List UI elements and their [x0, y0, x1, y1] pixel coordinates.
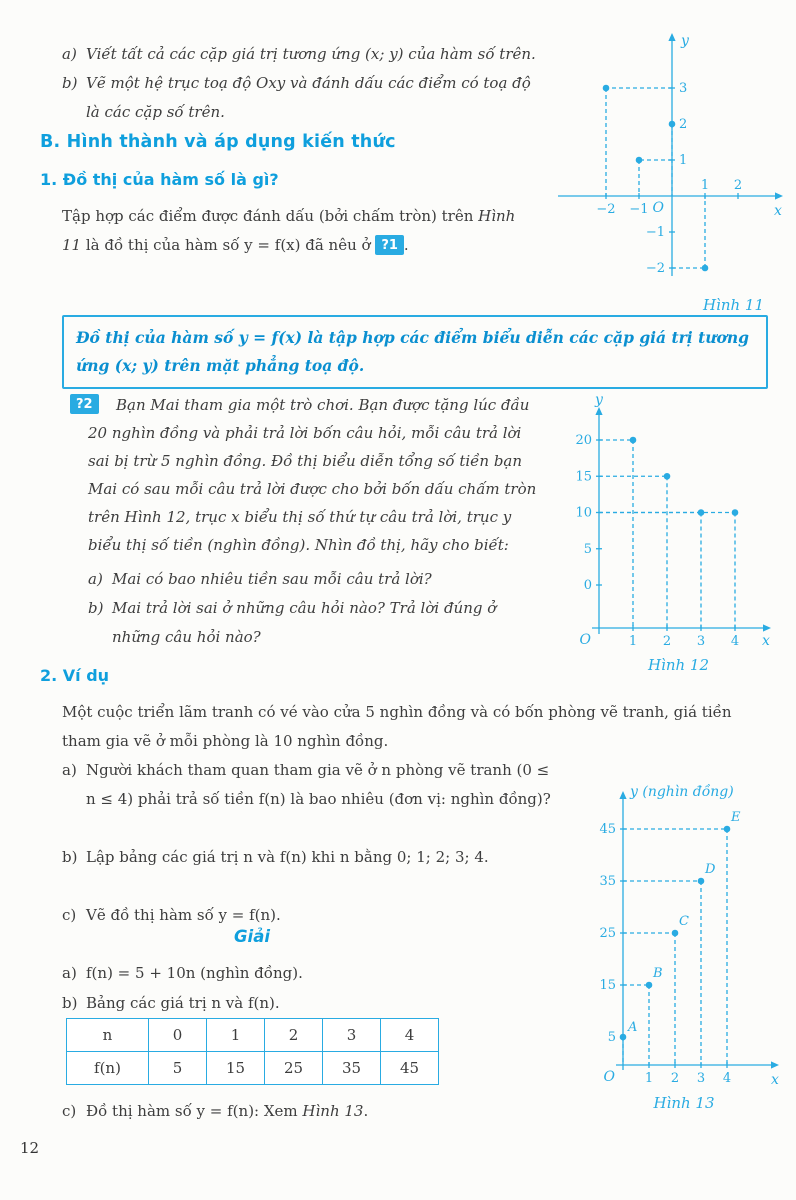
data-point: [702, 265, 709, 272]
tick-label: 3: [696, 1071, 706, 1086]
fig12-plot: [556, 392, 781, 654]
item-marker-b: b): [88, 599, 104, 617]
tick-label: 1: [679, 153, 688, 168]
point-label: B: [653, 966, 663, 981]
q2-item-a: [88, 565, 540, 594]
data-point: [636, 157, 643, 164]
data-point: [630, 437, 637, 444]
tick-label: −2: [645, 261, 665, 276]
solution-item-a: [62, 959, 562, 988]
tick-label: 3: [696, 634, 706, 649]
item-text-a: Người khách tham quan tham gia vẽ ở n phòng vẽ tranh (0 ≤ n ≤ 4) phải trả số tiền f(n) là bao nhiêu (đơn vị: nghìn đồng)?: [86, 761, 551, 808]
tick-label: 2: [733, 178, 743, 193]
origin-label: O: [579, 632, 591, 648]
example-item-b: [62, 843, 562, 872]
example-item-c: [62, 901, 562, 930]
table-cell: 0: [149, 1019, 207, 1052]
y-axis-arrow: [595, 407, 602, 415]
item-marker-b: b): [62, 74, 78, 92]
data-point: [672, 930, 679, 937]
fig11-reference: Hình 11: [62, 207, 516, 254]
solution-c-text: Đồ thị hàm số y = f(n): Xem: [86, 1102, 303, 1120]
point-label: D: [705, 862, 716, 877]
tick-label: −1: [629, 202, 649, 217]
definition-text: Đồ thị của hàm số y = f(x) là tập hợp các điểm biểu diễn các cặp giá trị tương ứng (x; y) trên mặt phẳng toạ độ.: [76, 328, 749, 375]
table-cell: 15: [207, 1052, 265, 1085]
tick-label: 35: [599, 874, 616, 889]
tick-label: 4: [730, 634, 740, 649]
fig13-canvas: [578, 772, 790, 1088]
y-axis-label: y: [595, 392, 603, 408]
solution-item-c: [62, 1097, 582, 1126]
item-text-c: [86, 1097, 582, 1126]
table-cell: 3: [323, 1019, 381, 1052]
tick-label: 10: [575, 505, 592, 521]
x-axis-arrow: [775, 192, 783, 199]
fig13-reference: Hình 13: [302, 1102, 364, 1120]
item-text-b: Lập bảng các giá trị n và f(n) khi n bằng 0; 1; 2; 3; 4.: [86, 848, 489, 866]
tick-label: 5: [583, 541, 592, 557]
x-axis-label: x: [774, 203, 782, 219]
data-point: [664, 473, 671, 480]
table-cell: 1: [207, 1019, 265, 1052]
data-point: [698, 878, 705, 885]
exercise-item-b: [62, 69, 548, 127]
x-axis-label: x: [771, 1072, 779, 1088]
q2-item-b: [88, 594, 540, 652]
example-intro: Một cuộc triển lãm tranh có vé vào cửa 5 nghìn đồng và có bốn phòng vẽ tranh, giá tiền tham gia vẽ ở mỗi phòng là 10 nghìn đồng.: [62, 703, 732, 750]
data-point: [669, 121, 676, 128]
solution-c-text: .: [363, 1102, 369, 1120]
example-item-a: [62, 756, 562, 814]
q2-badge: ?2: [70, 394, 99, 414]
data-point: [724, 826, 731, 833]
item-text-a: f(n) = 5 + 10n (nghìn đồng).: [86, 964, 303, 982]
item-marker-c: c): [62, 1102, 77, 1120]
fig12-canvas: [556, 392, 781, 650]
item-text-a: Viết tất cả các cặp giá trị tương ứng (x; y) của hàm số trên.: [86, 45, 536, 63]
page-number: 12: [20, 1139, 40, 1157]
point-label: A: [628, 1020, 638, 1035]
fig13-caption: Hình 13: [653, 1094, 715, 1112]
item-text-b: Bảng các giá trị n và f(n).: [86, 994, 280, 1012]
x-axis-arrow: [763, 624, 771, 631]
table-row: [67, 1052, 439, 1085]
fig11-plot: [548, 28, 790, 294]
item-marker-c: c): [62, 906, 77, 924]
data-point: [620, 1034, 627, 1041]
point-label: E: [731, 810, 741, 825]
item-marker-a: a): [88, 570, 103, 588]
tick-label: 15: [599, 978, 616, 993]
tick-label: 1: [628, 634, 638, 649]
figure-hinh-13: [578, 772, 790, 1112]
item-text-c: Vẽ đồ thị hàm số y = f(n).: [86, 906, 281, 924]
values-table: [66, 1018, 439, 1085]
tick-label: 2: [662, 634, 672, 649]
table-cell: f(n): [67, 1052, 149, 1085]
item-text-a: Mai có bao nhiêu tiền sau mỗi câu trả lời?: [112, 570, 432, 588]
origin-label: O: [603, 1069, 615, 1085]
fig13-plot: [578, 772, 790, 1092]
item-marker-b: b): [62, 994, 78, 1012]
tick-label: −1: [645, 225, 665, 240]
table-cell: n: [67, 1019, 149, 1052]
item-text-b: Vẽ một hệ trục toạ độ Oxy và đánh dấu các điểm có toạ độ là các cặp số trên.: [86, 74, 531, 121]
tick-label: 25: [599, 926, 616, 941]
table-cell: 45: [381, 1052, 439, 1085]
tick-label: 2: [679, 117, 688, 132]
table-cell: 25: [265, 1052, 323, 1085]
point-label: C: [679, 914, 689, 929]
paragraph-text: Tập hợp các điểm được đánh dấu (bởi chấm tròn) trên: [62, 207, 479, 225]
table-cell: 4: [381, 1019, 439, 1052]
tick-label: 2: [670, 1071, 680, 1086]
table-row: [67, 1019, 439, 1052]
graph-intro-paragraph: [62, 202, 534, 260]
tick-label: 15: [575, 469, 592, 485]
tick-label: 20: [575, 433, 592, 448]
item-text-b: Mai trả lời sai ở những câu hỏi nào? Trả lời đúng ở những câu hỏi nào?: [112, 599, 497, 646]
x-axis-arrow: [771, 1061, 779, 1068]
tick-label: −2: [596, 202, 616, 217]
item-marker-b: b): [62, 848, 78, 866]
table-cell: 35: [323, 1052, 381, 1085]
exercise-item-a: [62, 40, 548, 69]
section2-heading: 2. Ví dụ: [40, 666, 110, 685]
y-axis-label: y: [681, 33, 689, 49]
y-axis-label: y (nghìn đồng): [630, 784, 734, 800]
fig12-caption: Hình 12: [647, 656, 710, 674]
section1-heading: 1. Đồ thị của hàm số là gì?: [40, 170, 279, 189]
data-point: [732, 509, 739, 516]
item-marker-a: a): [62, 761, 77, 779]
fig11-canvas: [548, 28, 790, 290]
tick-label: 4: [722, 1071, 732, 1086]
solution-heading: Giải: [234, 927, 270, 946]
paragraph-text: .: [403, 236, 409, 254]
y-axis-arrow: [619, 791, 626, 799]
table-cell: 2: [265, 1019, 323, 1052]
fig11-caption: Hình 11: [702, 296, 764, 314]
section-b-heading: B. Hình thành và áp dụng kiến thức: [40, 132, 396, 152]
tick-label: 45: [599, 822, 616, 837]
item-marker-a: a): [62, 45, 77, 63]
origin-label: O: [652, 200, 664, 216]
q1-badge: ?1: [375, 235, 404, 255]
solution-item-b: [62, 989, 562, 1018]
figure-hinh-11: [548, 28, 790, 314]
x-axis-label: x: [762, 633, 770, 649]
q2-text: Bạn Mai tham gia một trò chơi. Bạn được tặng lúc đầu 20 nghìn đồng và phải trả lời bốn câu hỏi, mỗi câu trả lời sai bị trừ 5 nghìn đồng. Đồ thị biểu diễn tổng số tiền bạn Mai có sau mỗi câu trả lời được cho bởi bốn dấu chấm tròn trên Hình 12, trục x biểu thị số thứ tự câu trả lời, trục y biểu thị số tiền (nghìn đồng). Nhìn đồ thị, hãy cho biết:: [88, 396, 537, 554]
data-point: [646, 982, 653, 989]
table-cell: 5: [149, 1052, 207, 1085]
tick-label: 3: [679, 81, 688, 96]
tick-label: 1: [644, 1071, 654, 1086]
item-marker-a: a): [62, 964, 77, 982]
data-point: [698, 509, 705, 516]
q2-block: [76, 391, 540, 652]
tick-label: 1: [700, 178, 710, 193]
tick-label: 0: [583, 578, 592, 593]
tick-label: 5: [607, 1030, 616, 1045]
paragraph-text: là đồ thị của hàm số y = f(x) đã nêu ở: [81, 236, 376, 254]
y-axis-arrow: [668, 33, 675, 41]
figure-hinh-12: [556, 392, 781, 674]
definition-box: [62, 315, 768, 389]
data-point: [603, 85, 610, 92]
